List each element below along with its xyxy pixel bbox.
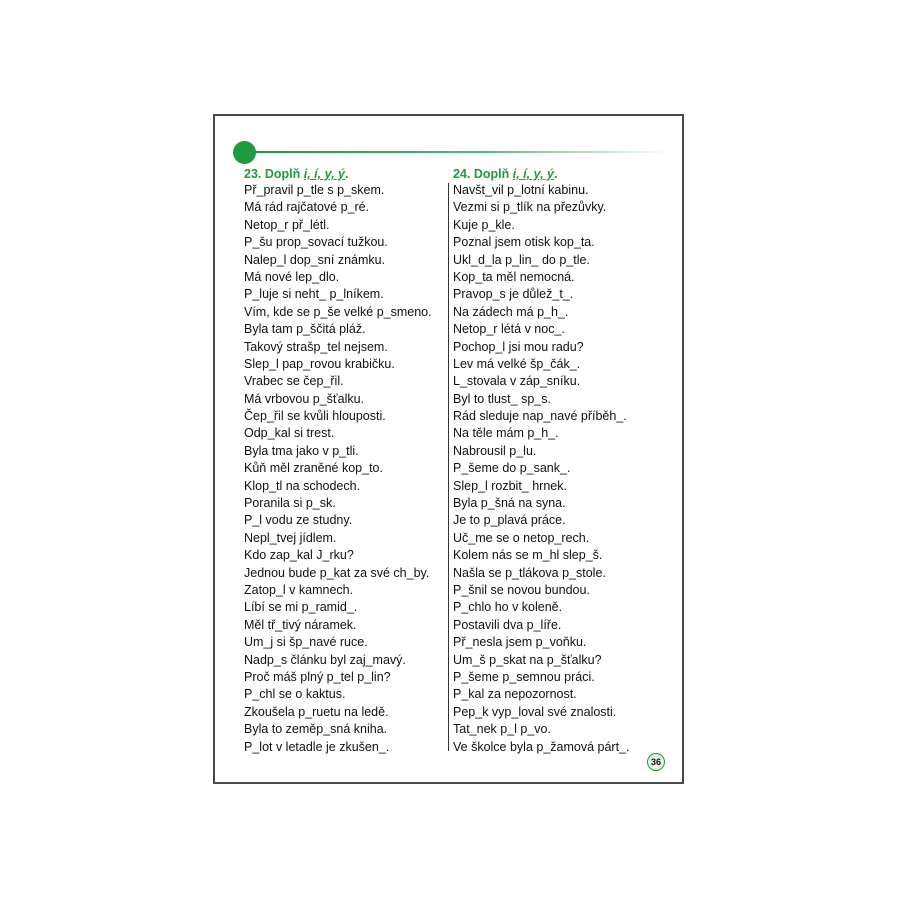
sentence-line: Kop_ta měl nemocná. (453, 269, 575, 284)
sentence-line: Slep_l pap_rovou krabičku. (244, 356, 395, 371)
sentence-line: Byl to tlust_ sp_s. (453, 391, 551, 406)
exercise-23-heading (244, 166, 444, 182)
sentence-line: Byla tam p_ščitá pláž. (244, 322, 366, 337)
sentence-line: Na zádech má p_h_. (453, 304, 569, 319)
workbook-page (213, 114, 684, 784)
sentence-line: Našla se p_tlákova p_stole. (453, 565, 606, 580)
sentence-line: Nabrousil p_lu. (453, 443, 537, 458)
sentence-line: Netop_r létá v noc_. (453, 322, 565, 337)
sentence-line: Vrabec se čep_řil. (244, 374, 344, 389)
sentence-line: Čep_řil se kvůli hlouposti. (244, 409, 386, 424)
sentence-line: P_šu prop_sovací tužkou. (244, 235, 388, 250)
sentence-line: Kolem nás se m_hl slep_š. (453, 548, 603, 563)
sentence-line: Slep_l rozbit_ hrnek. (453, 478, 567, 493)
sentence-line: Navšt_vil p_lotní kabinu. (453, 183, 589, 197)
sentence-line: Měl tř_tivý náramek. (244, 617, 357, 632)
sentence-line: Vezmi si p_tlík na přezůvky. (453, 200, 607, 215)
sentence-line: Takový strašp_tel nejsem. (244, 339, 388, 354)
sentence-line: Jednou bude p_kat za své ch_by. (244, 565, 430, 580)
sentence-line: Uč_me se o netop_rech. (453, 530, 590, 545)
page-number: 36 (647, 753, 665, 771)
sentence-line: Na těle mám p_h_. (453, 426, 559, 441)
sentence-line: Klop_tl na schodech. (244, 478, 361, 493)
sentence-line: P_šeme do p_sank_. (453, 461, 571, 476)
exercise-24-heading (453, 166, 653, 182)
sentence-line: P_šnil se novou bundou. (453, 582, 590, 597)
exercise-23-title: 23. Doplň (244, 167, 301, 181)
exercise-24-heading-end: . (553, 167, 558, 181)
sentence-line: Kuje p_kle. (453, 217, 515, 232)
sentence-line: Nadp_s článku byl zaj_mavý. (244, 652, 406, 667)
sentence-line: Rád sleduje nap_navé příběh_. (453, 409, 627, 424)
sentence-line: Kdo zap_kal J_rku? (244, 548, 354, 563)
sentence-line: Byla tma jako v p_tli. (244, 443, 359, 458)
sentence-line: P_kal za nepozornost. (453, 687, 577, 702)
sentence-line: Netop_r př_létl. (244, 217, 330, 232)
sentence-line: Tat_nek p_l p_vo. (453, 722, 551, 737)
exercise-23-letters: i, í, y, ý (303, 167, 345, 181)
exercise-24-title: 24. Doplň (453, 167, 510, 181)
sentence-line: Zkoušela p_ruetu na ledě. (244, 704, 389, 719)
exercise-23 (244, 166, 444, 756)
sentence-line: Pochop_l jsi mou radu? (453, 339, 584, 354)
sentence-line: Poznal jsem otisk kop_ta. (453, 235, 595, 250)
sentence-line: Zatop_l v kamnech. (244, 582, 354, 597)
exercise-23-heading-end: . (344, 167, 349, 181)
exercise-24-lines (453, 182, 653, 756)
sentence-line: Pravop_s je důlež_t_. (453, 287, 574, 302)
sentence-line: P_chl se o kaktus. (244, 687, 346, 702)
sentence-line: Proč máš plný p_tel p_lin? (244, 669, 391, 684)
sentence-line: Nalep_l dop_sní známku. (244, 252, 386, 267)
sentence-line: Má rád rajčatové p_ré. (244, 200, 370, 215)
sentence-line: Um_j si šp_navé ruce. (244, 635, 368, 650)
header-rule (253, 151, 668, 153)
sentence-line: Byla to zeměp_sná kniha. (244, 722, 388, 737)
column-divider (448, 183, 449, 751)
exercise-23-lines (244, 182, 444, 756)
exercise-24-letters: i, í, y, ý (512, 167, 554, 181)
sentence-line: Byla p_šná na syna. (453, 496, 566, 511)
sentence-line: Ukl_d_la p_lin_ do p_tle. (453, 252, 590, 267)
sentence-line: Poranila si p_sk. (244, 496, 336, 511)
sentence-line: Př_nesla jsem p_voňku. (453, 635, 587, 650)
sentence-line: Má vrbovou p_šťalku. (244, 391, 365, 406)
sentence-line: P_šeme p_semnou práci. (453, 669, 595, 684)
sentence-line: Má nové lep_dlo. (244, 269, 340, 284)
exercise-24 (453, 166, 653, 756)
sentence-line: Je to p_plavá práce. (453, 513, 566, 528)
sentence-line: Lev má velké šp_čák_. (453, 356, 581, 371)
sentence-line: P_luje si neht_ p_lníkem. (244, 287, 384, 302)
sentence-line: Ve školce byla p_žamová párt_. (453, 739, 630, 754)
sentence-line: P_lot v letadle je zkušen_. (244, 739, 390, 754)
sentence-line: P_chlo ho v koleně. (453, 600, 563, 615)
sentence-line: Kůň měl zraněné kop_to. (244, 461, 383, 476)
sentence-line: Pep_k vyp_loval své znalosti. (453, 704, 617, 719)
sentence-line: Postavili dva p_líře. (453, 617, 562, 632)
sentence-line: Odp_kal si trest. (244, 426, 335, 441)
sentence-line: L_stovala v záp_sníku. (453, 374, 581, 389)
sentence-line: Um_š p_skat na p_šťalku? (453, 652, 602, 667)
sentence-line: Vím, kde se p_še velké p_smeno. (244, 304, 432, 319)
sentence-line: P_l vodu ze studny. (244, 513, 353, 528)
sentence-line: Nepl_tvej jídlem. (244, 530, 337, 545)
sentence-line: Líbí se mi p_ramid_. (244, 600, 358, 615)
sentence-line: Př_pravil p_tle s p_skem. (244, 183, 385, 197)
